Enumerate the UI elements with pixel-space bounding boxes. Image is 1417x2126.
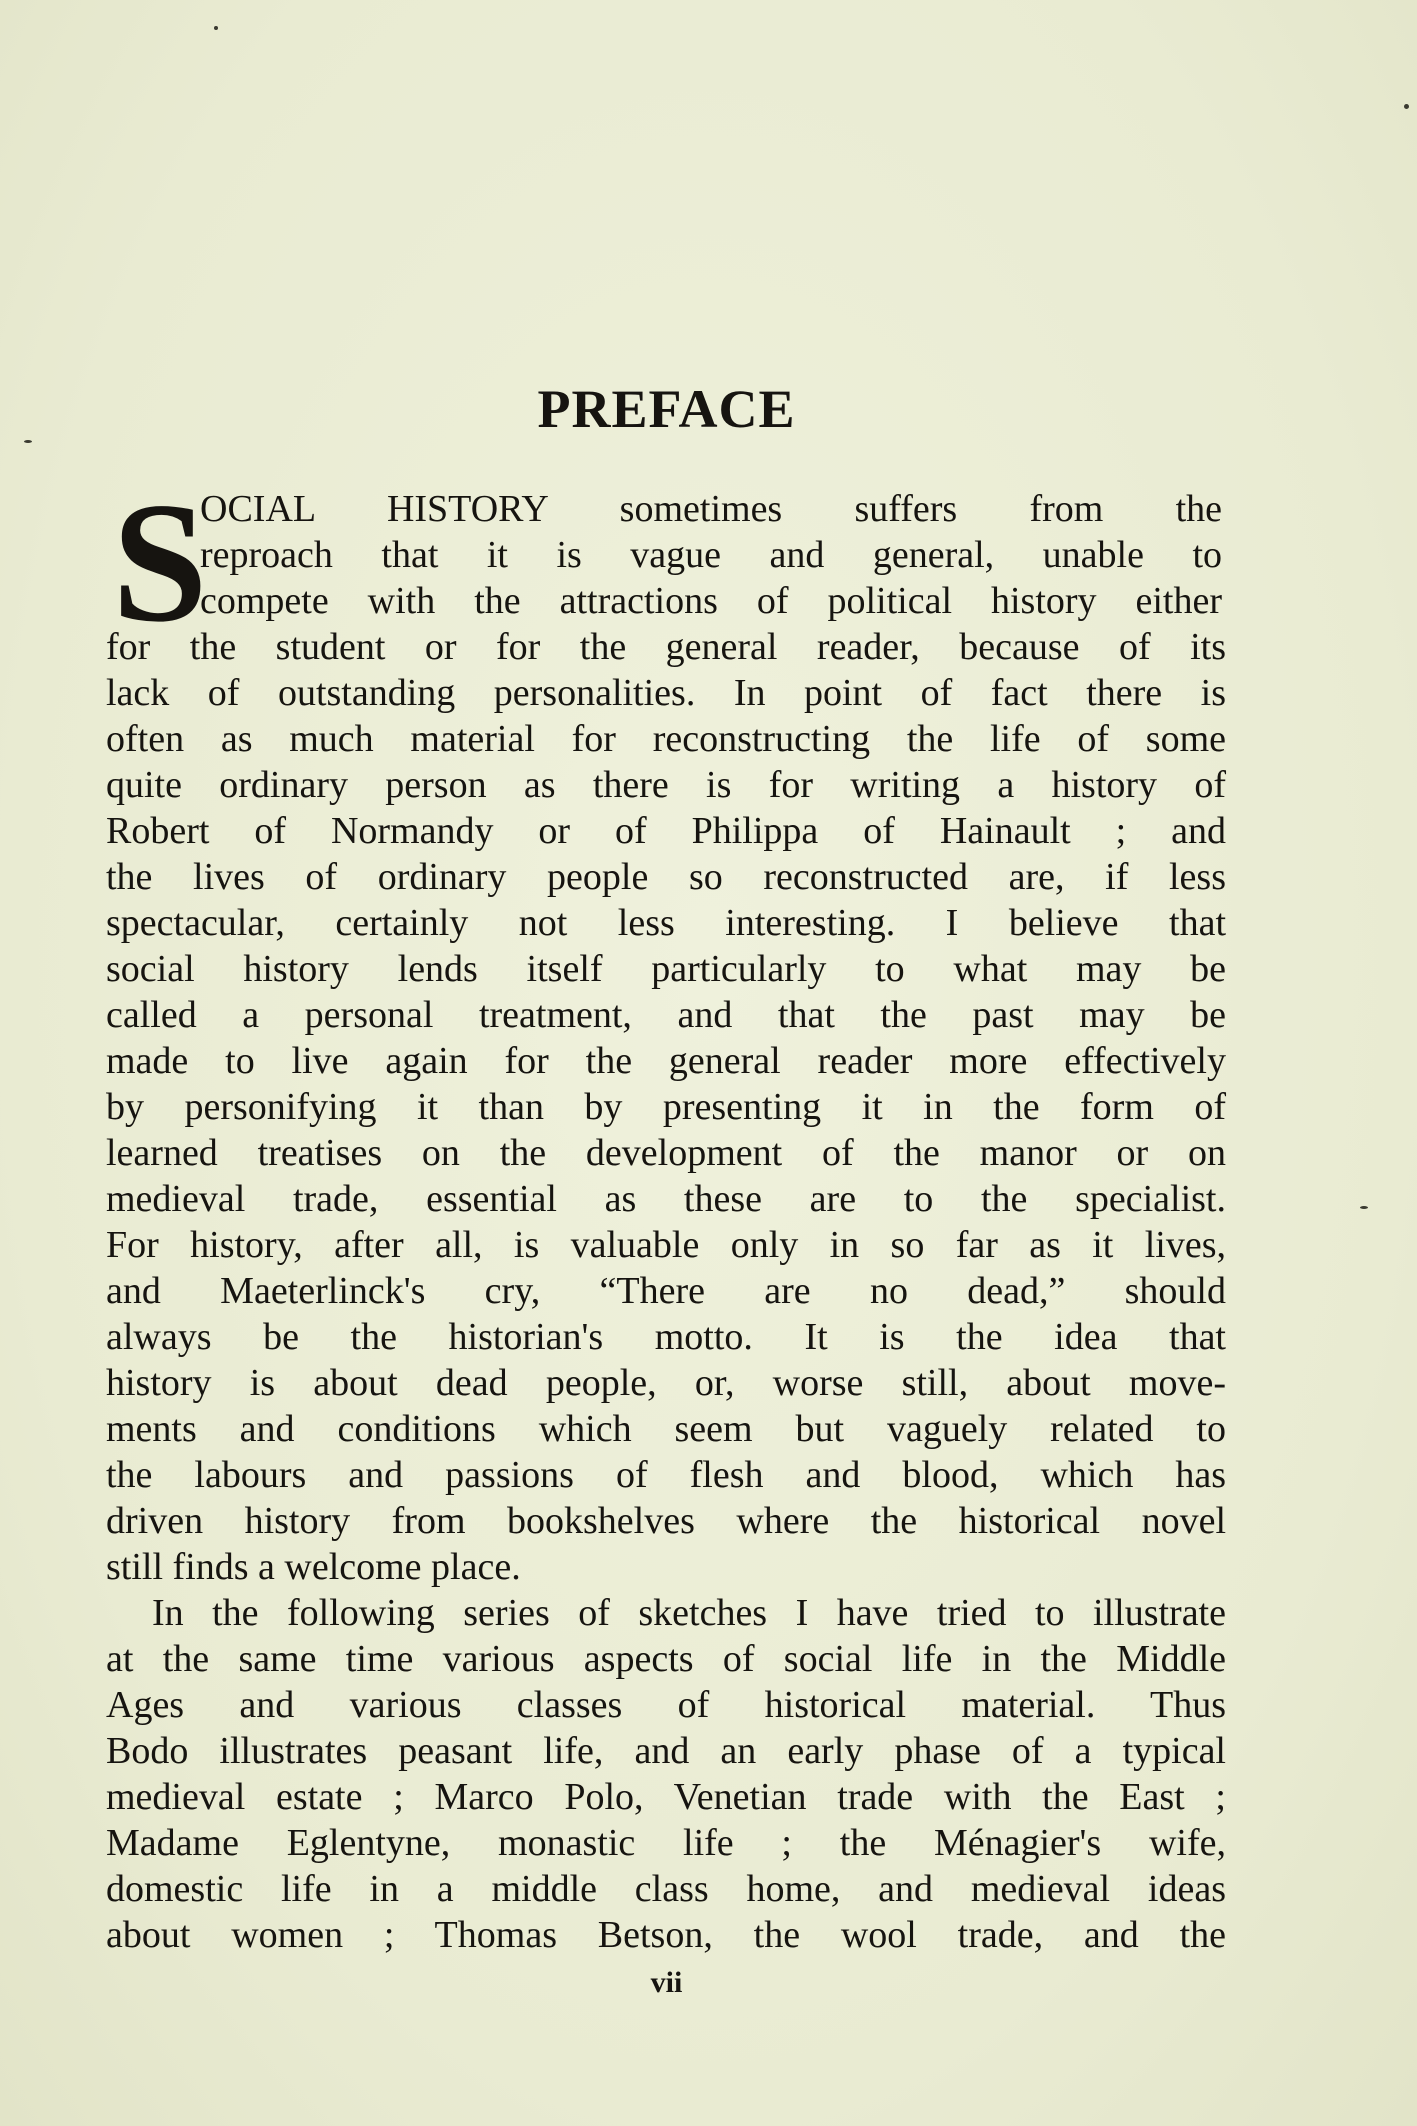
paragraph-1-opening: [200, 486, 1222, 624]
text-line: Madame Eglentyne, monastic life ; the Ménagier's wife,: [106, 1822, 1226, 1864]
text-line: In the following series of sketches I have tried to illustrate: [152, 1592, 1226, 1634]
text-line: by personifying it than by presenting it in the form of: [106, 1086, 1226, 1128]
text-line: driven history from bookshelves where the historical novel: [106, 1500, 1226, 1542]
text-line: still finds a welcome place.: [106, 1546, 521, 1588]
text-line: called a personal treatment, and that the past may be: [106, 994, 1226, 1036]
speck-mark: [1360, 1206, 1368, 1209]
text-line: medieval trade, essential as these are to the specialist.: [106, 1178, 1226, 1220]
text-line: always be the historian's motto. It is the idea that: [106, 1316, 1226, 1358]
text-line: lack of outstanding personalities. In point of fact there is: [106, 672, 1226, 714]
text-line: ments and conditions which seem but vaguely related to: [106, 1408, 1226, 1450]
speck-mark: [214, 26, 218, 30]
text-line: medieval estate ; Marco Polo, Venetian trade with the East ;: [106, 1776, 1226, 1818]
text-line: Bodo illustrates peasant life, and an early phase of a typical: [106, 1730, 1226, 1772]
text-line: the labours and passions of flesh and blood, which has: [106, 1454, 1226, 1496]
text-line: OCIAL HISTORY sometimes suffers from the: [200, 488, 1222, 530]
page-title: PREFACE: [537, 379, 796, 439]
paragraph-1: [106, 624, 1226, 1590]
text-line: often as much material for reconstructing the life of some: [106, 718, 1226, 760]
text-line: at the same time various aspects of social life in the Middle: [106, 1638, 1226, 1680]
speck-mark: [24, 440, 32, 443]
text-line: spectacular, certainly not less interesting. I believe that: [106, 902, 1226, 944]
text-line: social history lends itself particularly to what may be: [106, 948, 1226, 990]
text-line: compete with the attractions of political history either: [200, 580, 1222, 622]
text-line: Robert of Normandy or of Philippa of Hainault ; and: [106, 810, 1226, 852]
text-line: quite ordinary person as there is for writing a history of: [106, 764, 1226, 806]
text-line: for the student or for the general reader, because of its: [106, 626, 1226, 668]
text-line: and Maeterlinck's cry, “There are no dead,” should: [106, 1270, 1226, 1312]
text-line: Ages and various classes of historical material. Thus: [106, 1684, 1226, 1726]
speck-mark: [1404, 104, 1409, 109]
text-line: the lives of ordinary people so reconstructed are, if less: [106, 856, 1226, 898]
page-number: vii: [650, 1966, 683, 1999]
text-line: domestic life in a middle class home, and medieval ideas: [106, 1868, 1226, 1910]
text-line: about women ; Thomas Betson, the wool trade, and the: [106, 1914, 1226, 1956]
text-line: reproach that it is vague and general, unable to: [200, 534, 1222, 576]
text-line: For history, after all, is valuable only in so far as it lives,: [106, 1224, 1226, 1266]
drop-cap: S: [112, 468, 208, 658]
paragraph-2: [106, 1590, 1226, 1958]
text-line: history is about dead people, or, worse still, about move-: [106, 1362, 1226, 1404]
text-line: learned treatises on the development of the manor or on: [106, 1132, 1226, 1174]
text-line: made to live again for the general reader more effectively: [106, 1040, 1226, 1082]
